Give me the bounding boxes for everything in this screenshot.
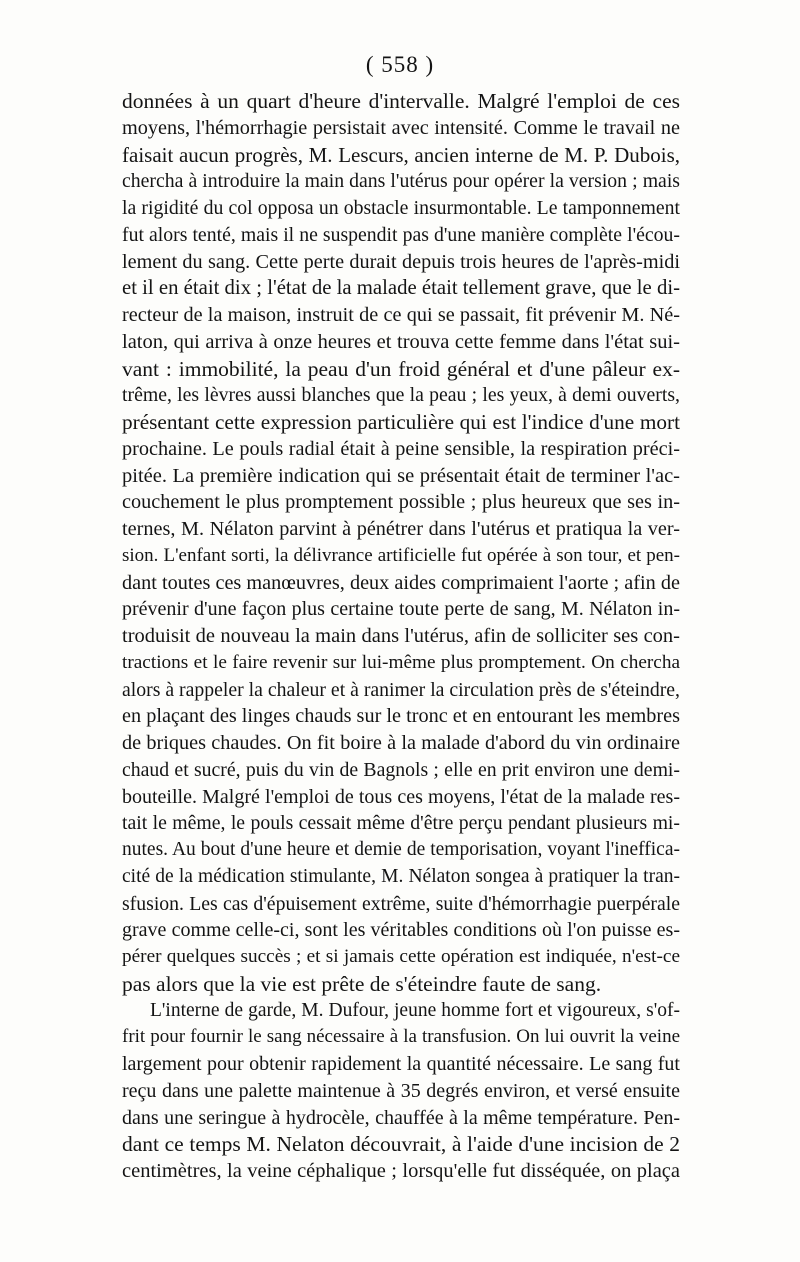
text-line: nutes. Au bout d'une heure et demie de temporisation, voyant l'inefficа- [122,839,680,860]
text-line: moyens, l'hémorrhagie persistait avec intensité. Comme le travail ne [122,116,680,139]
text-line: pitée. La première indication qui se présentait était de terminer l'ac- [122,464,680,487]
text-line: centimètres, la veine céphalique ; lorsqu'elle fut disséquée, on plaça [122,1160,680,1182]
text-line: alors à rappeler la chaleur et à ranimer la circulation près de s'éteindre, [122,678,680,701]
text-line: tractions et le faire revenir sur lui-même plus promptement. On chercha [122,651,680,673]
text-line: données à un quart d'heure d'intervalle. Malgré l'emploi de ces [122,89,680,113]
text-line: prochaine. Le pouls radial était à peine sensible, la respiration préci- [122,437,680,460]
text-line: lement du sang. Cette perte durait depuis trois heures de l'après-midi [122,250,680,273]
text-line: de briques chaudes. On fit boire à la malade d'abord du vin ordinaire [122,732,680,754]
text-line: recteur de la maison, instruit de ce qui se passait, fit prévenir M. Né- [122,304,680,326]
text-line: L'interne de garde, M. Dufour, jeune homme fort et vigoureux, s'of- [150,999,680,1021]
text-line: sion. L'enfant sorti, la délivrance artificielle fut opérée à son tour, et pen- [122,544,680,566]
text-line: en plaçant des linges chauds sur le tronc et en entourant les membres [122,705,680,728]
text-line: chercha à introduire la main dans l'utérus pour opérer la version ; mais [122,170,680,193]
text-line: dant ce temps M. Nelaton découvrait, à l'aide d'une incision de 2 [122,1132,680,1157]
text-line: dant toutes ces manœuvres, deux aides comprimaient l'aorte ; afin de [122,571,680,594]
text-line: faisait aucun progrès, M. Lescurs, ancien interne de M. P. Dubois, [122,142,680,167]
text-line: pas alors que la vie est prête de s'éteindre faute de sang. [122,971,602,996]
text-line: grave comme celle-ci, sont les véritables conditions où l'on puisse es- [122,919,680,942]
text-line: trême, les lèvres aussi blanches que la peau ; les yeux, à demi ouverts, [122,384,680,407]
body-text [122,88,680,1185]
text-line: vant : immobilité, la peau d'un froid général et d'une pâleur ex- [122,356,680,381]
text-line: couchement le plus promptement possible ; plus heureux que ses in- [122,491,680,514]
text-line: et il en était dix ; l'état de la malade était tellement grave, que le di- [122,277,680,300]
text-line: laton, qui arriva à onze heures et trouva cette femme dans l'état sui- [122,330,680,353]
text-line: ternes, M. Nélaton parvint à pénétrer dans l'utérus et pratiqua la ver- [122,518,680,540]
text-line: frit pour fournir le sang nécessaire à la transfusion. On lui ouvrit la veine [122,1026,680,1048]
text-line: largement pour obtenir rapidement la quantité nécessaire. Le sang fut [122,1053,680,1075]
text-line: fut alors tenté, mais il ne suspendit pas d'une manière complète l'écou- [122,223,680,246]
text-line: prévenir d'une façon plus certaine toute perte de sang, M. Nélaton in- [122,598,680,621]
text-line: reçu dans une palette maintenue à 35 degrés environ, et versé ensuite [122,1079,680,1102]
text-line: troduisit de nouveau la main dans l'utérus, afin de solliciter ses con- [122,625,680,647]
page-number: ( 558 ) [365,52,435,77]
text-line: la rigidité du col opposa un obstacle insurmontable. Le tamponnement [122,197,680,219]
text-line: sfusion. Les cas d'épuisement extrême, suite d'hémorrhagie puerpérale [122,892,680,915]
text-line: cité de la médication stimulante, M. Nélaton songea à pratiquer la tran- [122,865,680,887]
text-line: chaud et sucré, puis du vin de Bagnols ; elle en prit environ une demi- [122,758,680,781]
text-line: pérer quelques succès ; et si jamais cette opération est indiquée, n'est-ce [122,946,680,967]
text-line: bouteille. Malgré l'emploi de tous ces moyens, l'état de la malade res- [122,785,680,808]
text-line: présentant cette expression particulière qui est l'indice d'une mort [122,410,680,434]
text-line: dans une seringue à hydrocèle, chauffée à la même température. Pen- [122,1106,680,1129]
text-line: tait le même, le pouls cessait même d'être perçu pendant plusieurs mi- [122,812,680,835]
